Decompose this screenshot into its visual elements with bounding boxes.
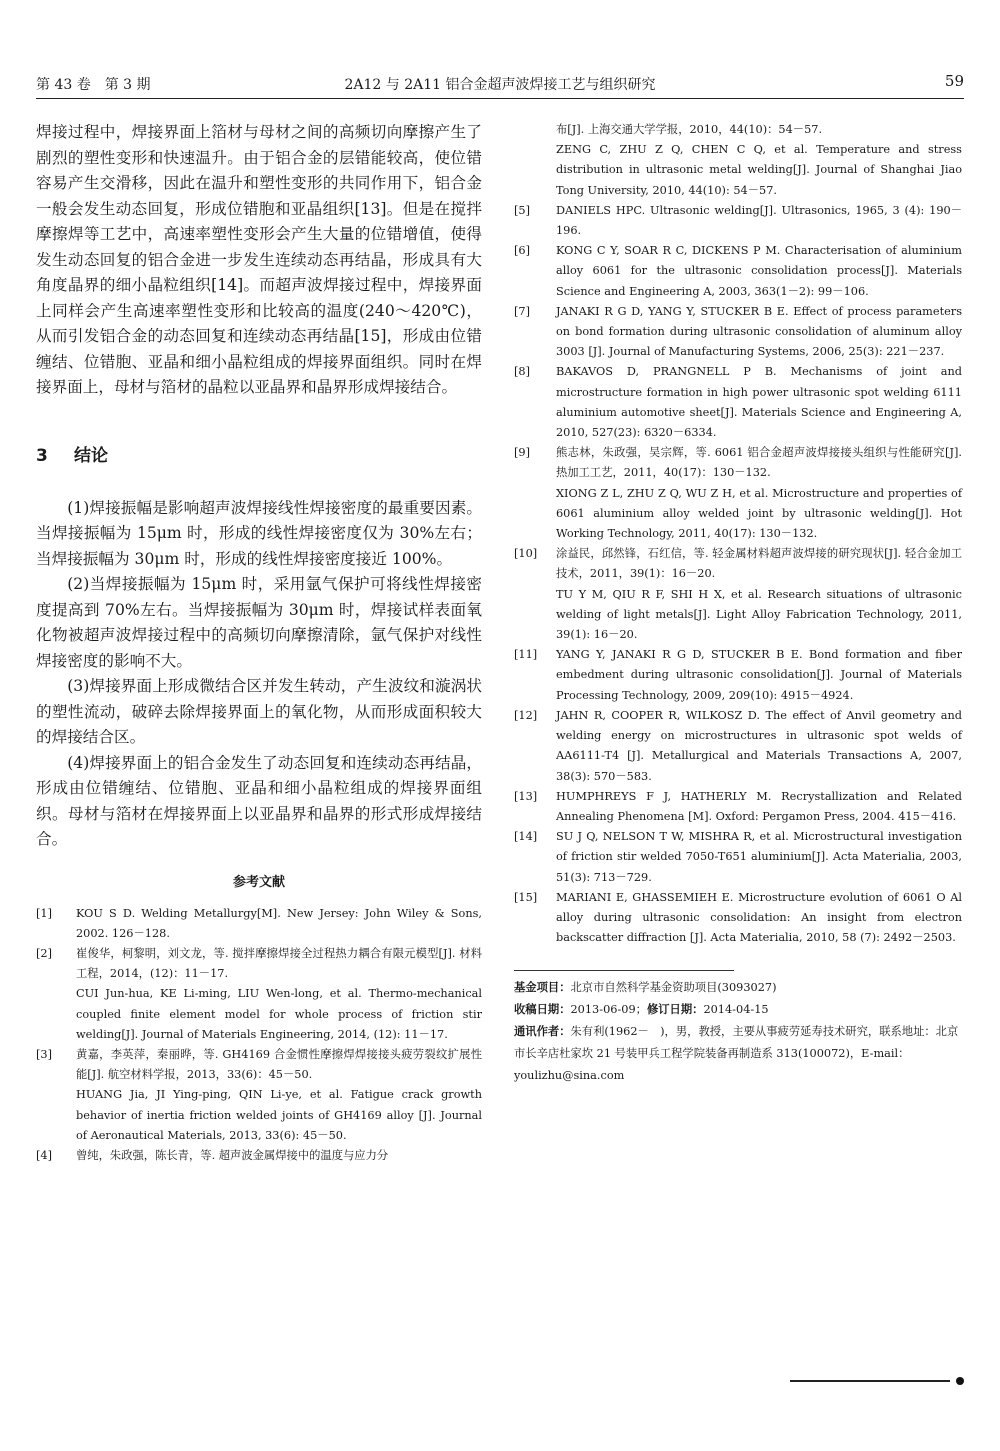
reference-text: JAHN R, COOPER R, WILKOSZ D. The effect of Anvil geometry and welding energy on microstructures in ultrasonic spot welds of AA6111-T4 [J]. Metallurgical and Materials Transactions A, 2007, 38(3): 570－583. <box>556 708 962 783</box>
reference-item <box>514 787 962 827</box>
dates-line <box>514 999 962 1021</box>
reference-item <box>36 1045 482 1146</box>
conclusion-item: (1)焊接振幅是影响超声波焊接线性焊接密度的最重要因素。当焊接振幅为 15μm 时，形成的线性焊接密度仅为 30%左右；当焊接振幅为 30μm 时，形成的线性焊接密度接近 100%。 <box>36 498 482 568</box>
reference-text-en: XIONG Z L, ZHU Z Q, WU Z H, et al. Microstructure and properties of 6061 aluminium alloy welded joint by ultrasonic welding[J]. Hot Working Technology, 2011, 40(17): 130－132. <box>556 486 962 541</box>
reference-text: 崔俊华，柯黎明，刘文龙，等. 搅拌摩擦焊接全过程热力耦合有限元模型[J]. 材料工程，2014，(12)：11－17. <box>76 946 482 981</box>
reference-item <box>514 241 962 302</box>
end-rule <box>790 1380 950 1382</box>
running-title: 2A12 与 2A11 铝合金超声波焊接工艺与组织研究 <box>344 77 656 93</box>
author-line <box>514 1021 962 1087</box>
author-text: 朱有利(1962－ )，男，教授，主要从事疲劳延寿技术研究，联系地址：北京市长辛店杜家坎 21 号装甲兵工程学院装备再制造系 313(100072)，E-mail：youlizhu@sina.com <box>514 1025 959 1083</box>
reference-text: 涂益民，邱然锋，石红信，等. 轻金属材料超声波焊接的研究现状[J]. 轻合金加工技术，2011，39(1)：16－20. <box>556 547 962 581</box>
reference-number: [13] <box>514 789 538 803</box>
running-header <box>36 72 964 99</box>
reference-text: 熊志林，朱政强，吴宗辉，等. 6061 铝合金超声波焊接接头组织与性能研究[J]. 热加工工艺，2011，40(17)：130－132. <box>556 446 962 480</box>
reference-text-en: ZENG C, ZHU Z Q, CHEN C Q, et al. Temperature and stress distribution in ultrasonic metal welding[J]. Journal of Shanghai Jiao Tong University, 2010, 44(10): 54－57. <box>556 143 962 197</box>
reference-item <box>514 302 962 363</box>
reference-item <box>36 1146 482 1166</box>
reference-text-en: TU Y M, QIU R F, SHI H X, et al. Research situations of ultrasonic welding of light metals[J]. Light Alloy Fabrication Technology, 2011, 39(1): 16－20. <box>556 587 962 642</box>
conclusion-item: (2)当焊接振幅为 15μm 时，采用氩气保护可将线性焊接密度提高到 70%左右。当焊接振幅为 30μm 时，焊接试样表面氧化物被超声波焊接过程中的高频切向摩擦清除，氩气保护对线性焊接密度的影响不大。 <box>36 575 482 670</box>
reference-number: [9] <box>514 446 531 460</box>
section-heading <box>36 441 482 466</box>
reference-item <box>514 888 962 949</box>
reference-item <box>36 904 482 944</box>
right-column <box>514 120 962 1087</box>
reference-text: BAKAVOS D, PRANGNELL P B. Mechanisms of joint and microstructure formation in high power ultrasonic spot welding 6111 aluminium automotive sheet[J]. Materials Science and Engineering A, 2010, 527(23): 6320－6334. <box>556 365 962 440</box>
left-column <box>36 120 482 1166</box>
reference-number: [10] <box>514 547 538 561</box>
fund-line <box>514 977 962 999</box>
reference-text: SU J Q, NELSON T W, MISHRA R, et al. Microstructural investigation of friction stir welded 7050-T651 aluminium[J]. Acta Materialia, 2003, 51(3): 713－729. <box>556 830 962 884</box>
reference-number: [6] <box>514 244 531 258</box>
fund-label: 基金项目： <box>514 981 571 995</box>
reference-number: [2] <box>36 946 53 960</box>
reference-number: [3] <box>36 1047 53 1061</box>
references-left <box>36 904 482 1167</box>
reference-item <box>514 706 962 787</box>
reference-number: [8] <box>514 365 531 379</box>
body-text <box>36 120 482 401</box>
reference-number: [1] <box>36 906 53 920</box>
reference-number: [14] <box>514 830 538 844</box>
reference-number: [12] <box>514 708 538 722</box>
revised-label: 修订日期： <box>646 1003 704 1017</box>
reference-text: HUMPHREYS F J, HATHERLY M. Recrystallization and Related Annealing Phenomena [M]. Oxford: Pergamon Press, 2004. 415－416. <box>556 789 962 823</box>
reference-text: KONG C Y, SOAR R C, DICKENS P M. Characterisation of aluminium alloy 6061 for the ultrasonic consolidation process[J]. Materials Science and Engineering A, 2003, 363(1－2): 99－106. <box>556 244 962 298</box>
reference-item <box>514 201 962 241</box>
reference-text: YANG Y, JANAKI R G D, STUCKER B E. Bond formation and fiber embedment during ultrasonic consolidation[J]. Journal of Materials Processing Technology, 2009, 209(10): 4915－4924. <box>556 648 962 702</box>
references-right <box>514 120 962 948</box>
reference-text: MARIANI E, GHASSEMIEH E. Microstructure evolution of 6061 O Al alloy during ultrasonic consolidation: An insight from electron backscatter diffraction [J]. Acta Materialia, 2010, 58 (7): 2492－2503. <box>556 890 962 945</box>
section-title: 结论 <box>74 445 108 466</box>
author-label: 通讯作者： <box>514 1025 571 1039</box>
reference-item <box>514 120 962 201</box>
reference-item <box>36 944 482 1045</box>
conclusion-item: (4)焊接界面上的铝合金发生了动态回复和连续动态再结晶，形成由位错缠结、位错胞、亚晶和细小晶粒组成的焊接界面组织。母材与箔材在焊接界面上以亚晶界和晶界的形式形成焊接结合。 <box>36 753 482 848</box>
conclusions <box>36 496 482 853</box>
reference-text: JANAKI R G D, YANG Y, STUCKER B E. Effect of process parameters on bond formation during ultrasonic consolidation of aluminum alloy 3003 [J]. Journal of Manufacturing Systems, 2006, 25(3): 221－237. <box>556 304 962 359</box>
reference-text: KOU S D. Welding Metallurgy[M]. New Jersey: John Wiley & Sons, 2002. 126－128. <box>76 906 482 940</box>
reference-text-en: HUANG Jia, JI Ying-ping, QIN Li-ye, et al. Fatigue crack growth behavior of inertia friction welded joints of GH4169 alloy [J]. Journal of Aeronautical Materials, 2013, 33(6): 45－50. <box>76 1088 482 1142</box>
footnotes <box>514 971 962 1087</box>
reference-text: 曾纯，朱政强，陈长青，等. 超声波金属焊接中的温度与应力分 <box>76 1148 389 1162</box>
journal-volume-issue: 第 43 卷 第 3 期 <box>36 77 151 93</box>
reference-number: [5] <box>514 203 531 217</box>
reference-item <box>514 362 962 443</box>
received-label: 收稿日期： <box>514 1003 571 1017</box>
fund-text: 北京市自然科学基金资助项目(3093027) <box>570 981 777 995</box>
references-title: 参考文献 <box>232 874 285 890</box>
reference-item <box>514 544 962 645</box>
reference-number: [7] <box>514 304 531 318</box>
reference-number: [4] <box>36 1148 53 1162</box>
section-number: 3 <box>36 445 48 466</box>
reference-item <box>514 827 962 888</box>
reference-text: 布[J]. 上海交通大学学报，2010，44(10)：54－57. <box>556 123 823 136</box>
reference-text-en: CUI Jun-hua, KE Li-ming, LIU Wen-long, et al. Thermo-mechanical coupled finite element model for whole process of friction stir welding[J]. Journal of Materials Engineering, 2014, (12): 11－17. <box>76 987 482 1041</box>
end-dot <box>956 1377 964 1385</box>
reference-number: [15] <box>514 890 538 904</box>
reference-item <box>514 645 962 706</box>
page-number: 59 <box>944 72 964 90</box>
revised-date: 2014-04-15 <box>703 1003 769 1017</box>
reference-item <box>514 443 962 544</box>
received-date: 2013-06-09； <box>570 1003 647 1017</box>
reference-text: 黄嘉，李英萍，秦丽晔，等. GH4169 合金惯性摩擦焊焊接接头疲劳裂纹扩展性能[J]. 航空材料学报，2013，33(6)：45－50. <box>76 1047 482 1082</box>
reference-text: DANIELS HPC. Ultrasonic welding[J]. Ultrasonics, 1965, 3 (4): 190－196. <box>556 203 962 238</box>
conclusion-item: (3)焊接界面上形成微结合区并发生转动，产生波纹和漩涡状的塑性流动，破碎去除焊接界面上的氧化物，从而形成面积较大的焊接结合区。 <box>36 677 482 746</box>
body-paragraph: 焊接过程中，焊接界面上箔材与母材之间的高频切向摩擦产生了剧烈的塑性变形和快速温升。由于铝合金的层错能较高，使位错容易产生交滑移，因此在温升和塑性变形的共同作用下，铝合金一般会发生动态回复，形成位错胞和亚晶组织[13]。但是在搅拌摩擦焊等工艺中，高速率塑性变形会产生大量的位错增值，使得发生动态回复的铝合金进一步发生连续动态再结晶，形成具有大角度晶界的细小晶粒组织[14]。而超声波焊接过程中，焊接界面上同样会产生高速率塑性变形和比较高的温度(240～420℃)，从而引发铝合金的动态回复和连续动态再结晶[15]，形成由位错缠结、位错胞、亚晶和细小晶粒组成的焊接界面组织。同时在焊接界面上，母材与箔材的晶粒以亚晶界和晶界形成焊接结合。 <box>36 123 482 396</box>
reference-number: [11] <box>514 648 538 662</box>
